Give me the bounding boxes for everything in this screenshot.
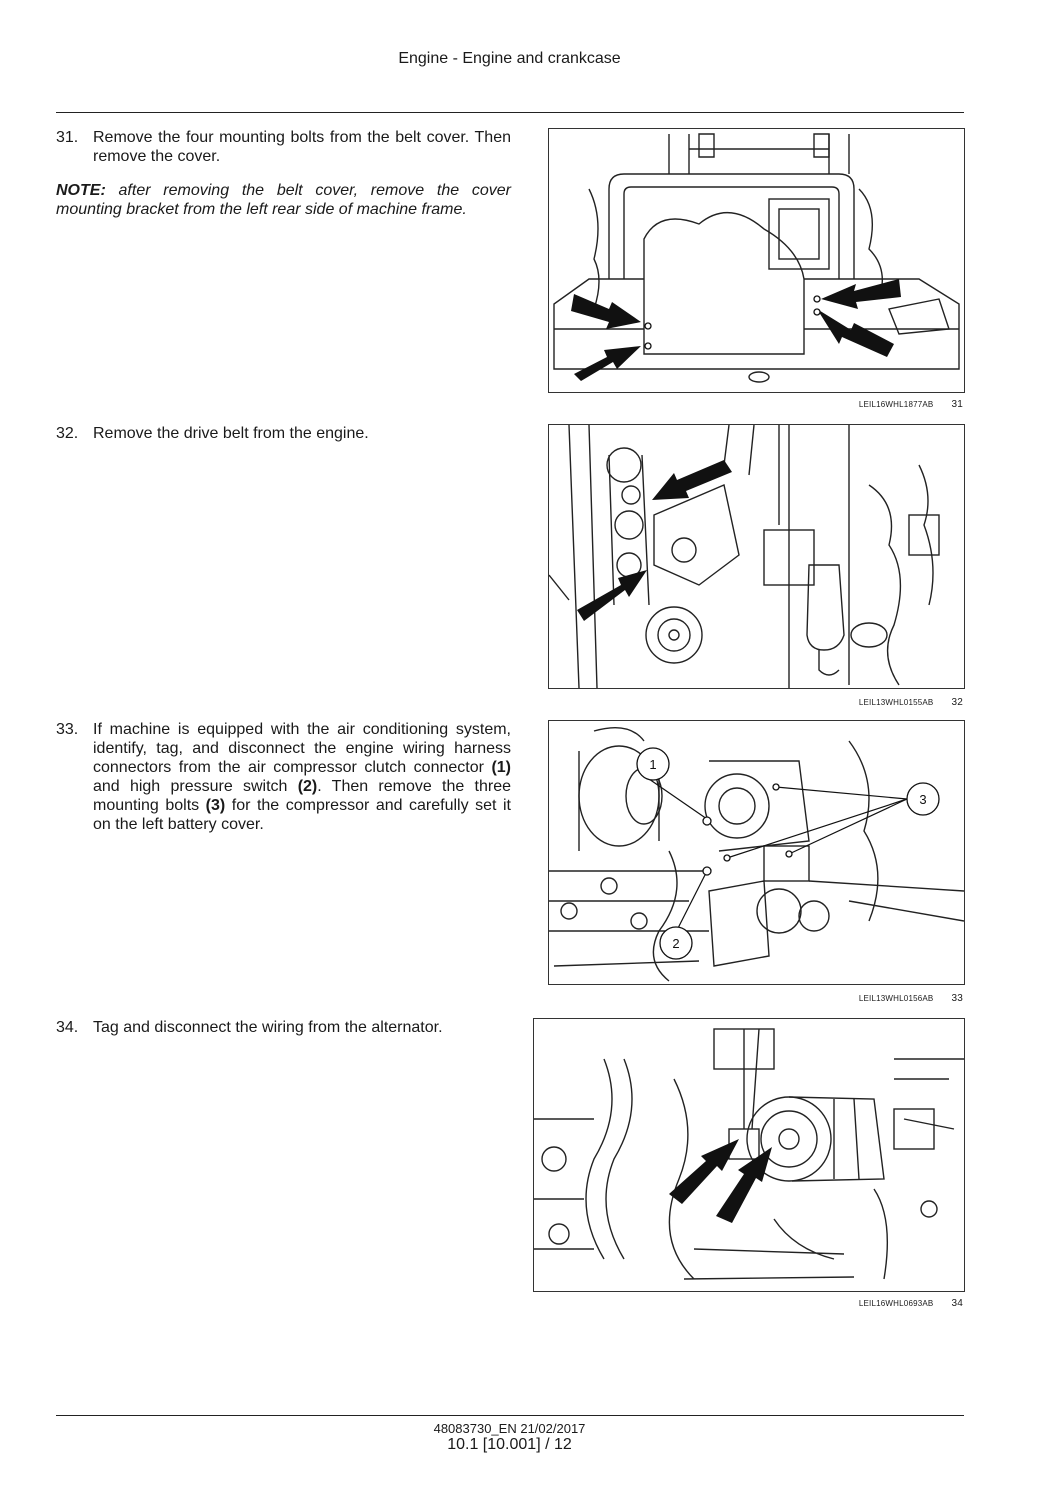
- engine-illustration-32: [549, 425, 964, 688]
- note-text: after removing the belt cover, remove the cover mounting bracket from the left rear side of machine frame.: [56, 182, 511, 218]
- step-number: 34.: [56, 1019, 79, 1036]
- note: [56, 181, 511, 219]
- figure-code: LEIL13WHL0155AB: [858, 698, 934, 707]
- figure-32-drive-belt: [548, 424, 965, 689]
- figure-number: 34: [951, 1298, 963, 1309]
- step-text: Remove the four mounting bolts from the belt cover. Then remove the cover.: [93, 129, 511, 165]
- figure-31-belt-cover: [548, 128, 965, 393]
- figure-32-caption: [548, 697, 963, 708]
- callout-1: 1: [649, 757, 657, 772]
- figure-code: LEIL16WHL1877AB: [858, 400, 934, 409]
- figure-31-caption: [548, 399, 963, 410]
- footer-document-id: 48083730_EN 21/02/2017: [433, 1421, 586, 1436]
- step-31: [56, 128, 511, 166]
- footer-rule: [56, 1415, 964, 1416]
- header-rule: [56, 112, 964, 113]
- figure-code: LEIL13WHL0156AB: [858, 994, 934, 1003]
- engine-illustration-31: [549, 129, 964, 392]
- figure-number: 31: [951, 399, 963, 410]
- step-number: 31.: [56, 129, 79, 146]
- step-text: Tag and disconnect the wiring from the alternator.: [93, 1019, 443, 1036]
- engine-illustration-33: [549, 721, 964, 984]
- footer-page-number: 10.1 [10.001] / 12: [447, 1436, 572, 1453]
- step-34: [56, 1018, 511, 1037]
- note-label: NOTE:: [56, 182, 106, 199]
- figure-34-caption: [533, 1298, 963, 1309]
- figure-code: LEIL16WHL0693AB: [858, 1299, 934, 1308]
- figure-number: 32: [951, 697, 963, 708]
- step-text: Remove the drive belt from the engine.: [93, 425, 369, 442]
- step-32: [56, 424, 511, 443]
- step-33: [56, 720, 511, 834]
- figure-33-caption: [548, 993, 963, 1004]
- callout-3: 3: [919, 792, 927, 807]
- page-header-title: Engine - Engine and crankcase: [398, 50, 621, 67]
- figure-33-air-compressor: [548, 720, 965, 985]
- engine-illustration-34: [534, 1019, 964, 1291]
- step-number: 32.: [56, 425, 79, 442]
- step-text: If machine is equipped with the air conditioning system, identify, tag, and disconnect the engine wiring harness connectors from the air compressor clutch connector (1) and high pressure switch (2). Then remove the three mounting bolts (3) for the compressor and carefully set it on the left battery cover.: [93, 721, 511, 833]
- figure-number: 33: [951, 993, 963, 1004]
- figure-34-alternator: [533, 1018, 965, 1292]
- callout-2: 2: [672, 936, 680, 951]
- step-number: 33.: [56, 721, 79, 738]
